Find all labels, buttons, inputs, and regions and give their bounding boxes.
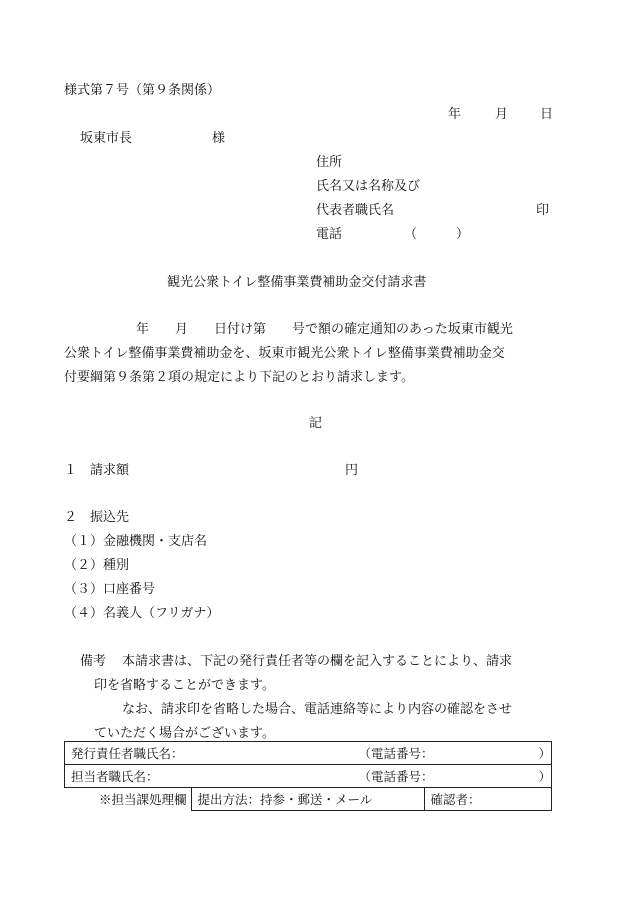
confirmer-cell[interactable]: 確認者： (424, 788, 552, 811)
addressee-title: 坂東市長 (80, 131, 133, 146)
staff-label: 担当者職氏名： (71, 769, 159, 784)
remarks-text-3: なお、請求印を省略した場合、電話連絡等により内容の確認をさせ (122, 702, 513, 717)
issuer-phone-label: （電話番号： (358, 746, 434, 761)
address-label: 住所 (316, 155, 343, 170)
document-title: 観光公衆トイレ整備事業費補助金交付請求書 (167, 275, 427, 290)
name-label-line1: 氏名又は名称及び (316, 179, 421, 194)
section-2-item: （２）種別 (64, 558, 130, 573)
submission-method-cell[interactable]: 提出方法：持参・郵送・メール (191, 788, 424, 811)
body-line-3: 付要綱第９条第２項の規定により下記のとおり請求します。 (64, 370, 414, 385)
form-number: 様式第７号（第９条関係） (64, 83, 221, 98)
section-1-label: １ 請求額 (64, 463, 130, 478)
remarks-text-4: ていただく場合がございます。 (94, 726, 275, 741)
addressee-honorific: 様 (212, 131, 226, 146)
phone-parentheses: （ ） (404, 227, 470, 242)
seal-mark: 印 (536, 203, 550, 218)
table-row (65, 765, 552, 788)
section-2-item: （３）口座番号 (64, 582, 156, 597)
section-2-item: （１）金融機関・支店名 (64, 534, 208, 549)
section-2-item: （４）名義人（フリガナ） (64, 606, 220, 621)
date-month-label: 月 (495, 107, 509, 122)
body-line-1: 年 月 日付け第 号で額の確定通知のあった坂東市観光 (136, 322, 513, 337)
responsibility-table (64, 741, 552, 811)
office-use-label: ※担当課処理欄 (98, 792, 187, 808)
staff-cell[interactable] (65, 765, 552, 788)
section-1-unit: 円 (345, 463, 359, 478)
date-year-label: 年 (448, 107, 462, 122)
staff-phone-label: （電話番号： (358, 769, 434, 784)
staff-phone-close: ） (538, 769, 552, 784)
remarks-label: 備考 (80, 654, 107, 669)
issuer-phone-close: ） (538, 746, 552, 761)
date-day-label: 日 (540, 107, 554, 122)
issuer-cell[interactable] (65, 742, 552, 765)
name-label-line2: 代表者職氏名 (316, 203, 395, 218)
table-row (65, 742, 552, 765)
ki-heading: 記 (309, 416, 323, 431)
table-row (65, 788, 552, 811)
remarks-text-2: 印を省略することができます。 (94, 678, 275, 693)
section-2-label: ２ 振込先 (64, 510, 130, 525)
body-line-2: 公衆トイレ整備事業費補助金を、坂東市観光公衆トイレ整備事業費補助金交 (64, 346, 505, 361)
issuer-label: 発行責任者職氏名： (71, 746, 184, 761)
remarks-text-1: 本請求書は、下記の発行責任者等の欄を記入することにより、請求 (122, 654, 513, 669)
phone-label: 電話 (316, 227, 343, 242)
